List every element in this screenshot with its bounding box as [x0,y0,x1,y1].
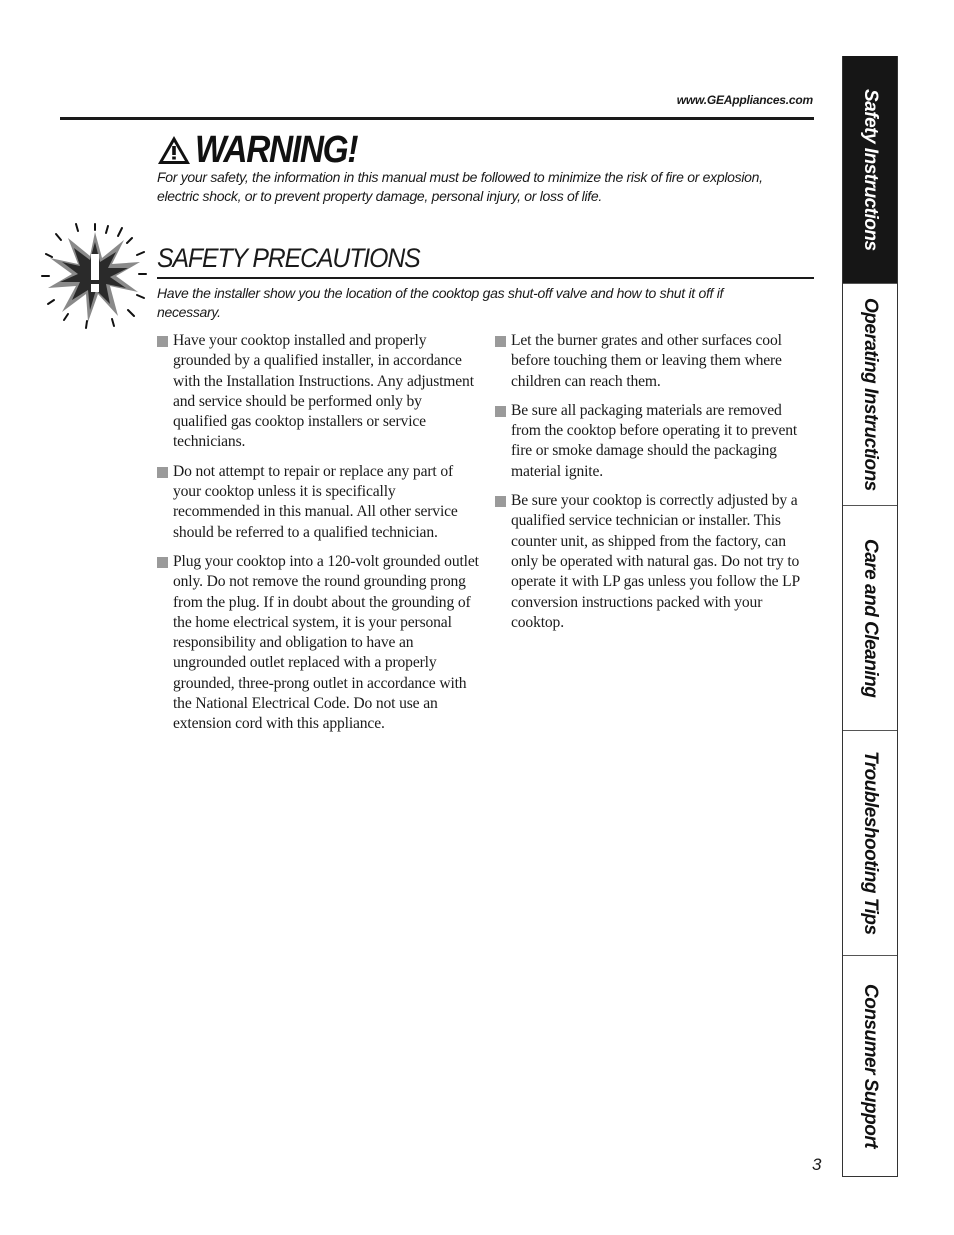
tab-consumer-support[interactable] [843,956,897,1177]
website-url[interactable]: www.GEAppliances.com [676,93,813,107]
square-bullet-icon [495,336,506,347]
section-rule [157,277,814,279]
right-column [495,331,805,642]
list-item [157,462,479,543]
square-bullet-icon [495,406,506,417]
warning-triangle-icon [157,135,191,165]
list-item-text: Be sure all packaging materials are removed from the cooktop before operating it to prevent fire or smoke damage should the packaging material ignite. [511,401,798,480]
tab-label: Consumer Support [860,984,881,1149]
warning-heading [157,130,379,170]
section-intro: Have the installer show you the location of the cooktop gas shut-off valve and how to shut it off if necessary. [157,285,724,320]
page-number: 3 [812,1155,822,1174]
top-rule [60,117,814,120]
section-title: SAFETY PRECAUTIONS [157,243,420,273]
left-column [157,331,479,744]
list-item-text: Let the burner grates and other surfaces cool before touching them or leaving them where children can reach them. [511,332,782,390]
list-item-text: Do not attempt to repair or replace any part of your cooktop unless it is specifically recommended in this manual. All other service should be referred to a qualified technician. [173,462,458,541]
tab-label: Troubleshooting Tips [860,751,881,935]
tab-label: Care and Cleaning [860,538,881,698]
square-bullet-icon [495,496,506,507]
square-bullet-icon [157,336,168,347]
list-item [157,331,479,453]
tab-care-and-cleaning[interactable] [843,506,897,731]
warning-text: For your safety, the information in this manual must be followed to minimize the risk of fire or explosion, electric shock, or to prevent property damage, personal injury, or loss of life. [157,169,763,204]
square-bullet-icon [157,467,168,478]
list-item [495,401,805,482]
square-bullet-icon [157,557,168,568]
tab-safety-instructions[interactable] [843,56,897,284]
list-item-text: Plug your cooktop into a 120-volt grounded outlet only. Do not remove the round grounding prong from the plug. If in doubt about the grounding of the home electrical system, it is your personal responsibility and obligation to have an ungrounded outlet replaced with a properly grounded, three-prong outlet in accordance with the National Electrical Code. Do not use an extension cord with this appliance. [173,552,479,733]
tab-troubleshooting-tips[interactable] [843,731,897,956]
list-item [495,331,805,392]
list-item-text: Have your cooktop installed and properly grounded by a qualified installer, in accordance with the Installation Instructions. Any adjustment and service should be performed only by qualified gas cooktop installers or service technicians. [173,332,474,451]
exclamation-burst-icon [40,220,150,330]
warning-title: WARNING! [195,129,358,171]
tab-operating-instructions[interactable] [843,284,897,506]
tab-label: Safety Instructions [860,88,881,251]
list-item [157,552,479,735]
list-item [495,491,805,633]
tab-label: Operating Instructions [860,298,881,491]
section-tabs [842,56,898,1177]
list-item-text: Be sure your cooktop is correctly adjusted by a qualified service technician or installer. This counter unit, as shipped from the factory, can only be operated with natural gas. Do not try to operate it with LP gas unless you follow the LP conversion instructions packed with your cooktop. [511,492,800,631]
